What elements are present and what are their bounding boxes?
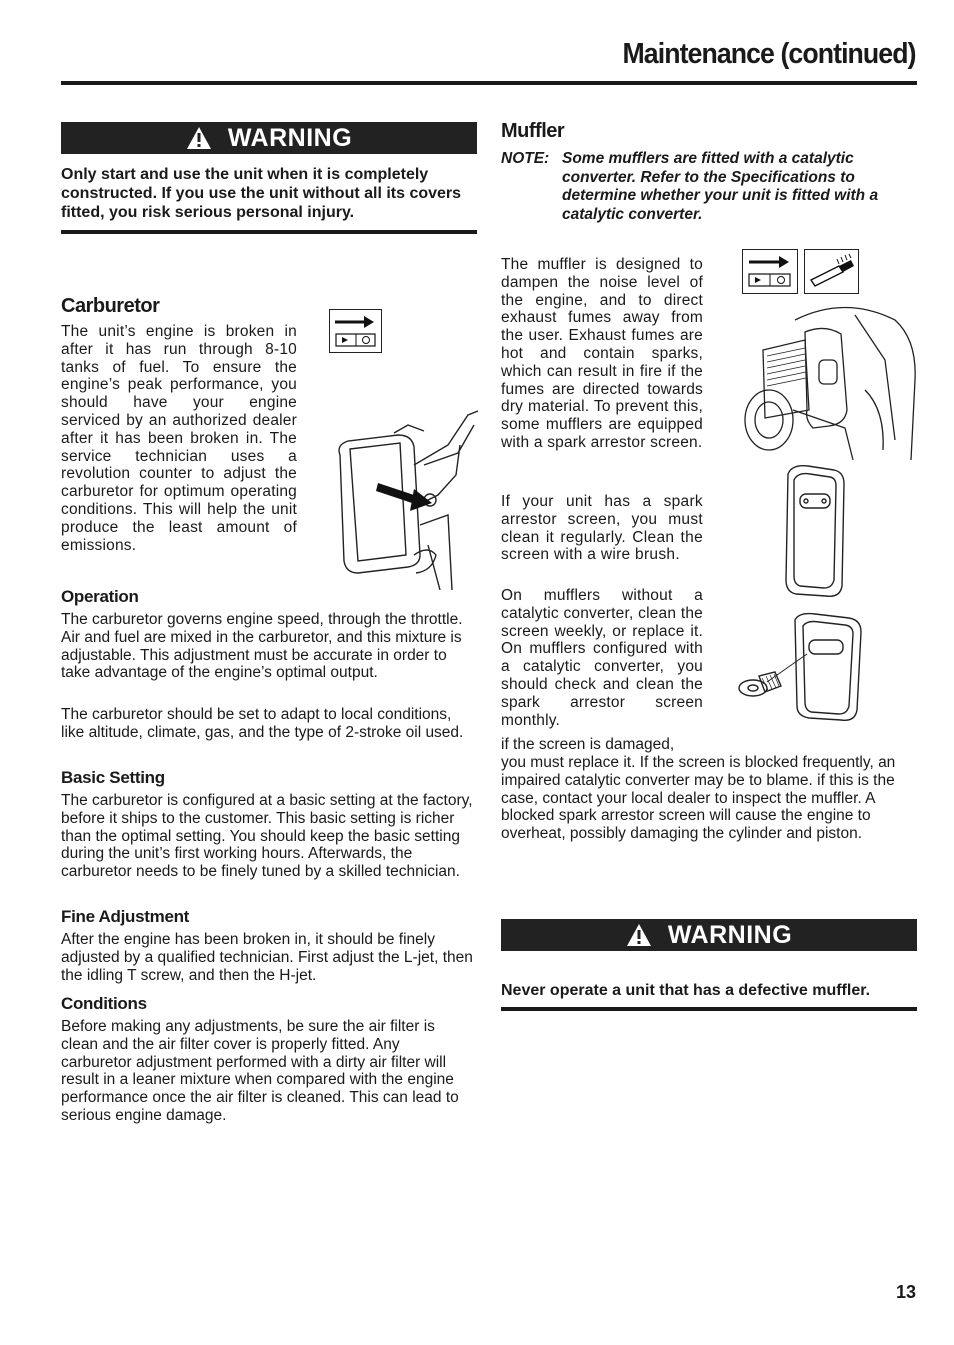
carburetor-illustration-icon: [328, 405, 478, 590]
operation-paragraph-2: The carburetor should be set to adapt to local conditions, like altitude, climate, gas, and the type of 2-stroke oil used.: [61, 706, 464, 741]
warning-label: WARNING: [227, 123, 353, 152]
muffler-illustration-icon: [778, 462, 850, 602]
muffler-paragraph-3: On mufflers without a catalytic converter, clean the screen weekly, or replace it. On mufflers configured with a catalytic converter, you should check and clean the spark arrestor screen monthly.: [501, 587, 703, 729]
service-interval-icon: [742, 249, 798, 294]
conditions-paragraph: Before making any adjustments, be sure the air filter is clean and the air filter cover is properly fitted. Any carburetor adjustment performed with a dirty air filter will result in a leaner mixture when compared with the engine performance once the air filter is cleaned. This can lead to serious engine damage.: [61, 1018, 459, 1124]
warning-rule: [61, 230, 477, 234]
warning-triangle-icon: [186, 126, 212, 150]
warning-box-top: [61, 122, 477, 234]
operation-heading: Operation: [61, 587, 139, 606]
muffler-paragraph-4: you must replace it. If the screen is blocked frequently, an impaired catalytic converter may be to blame. if this is the case, contact your local dealer to inspect the muffler. A blocked spark arrestor screen will cause the engine to overheat, possibly damaging the cylinder and piston.: [501, 754, 896, 843]
carburetor-intro: The unit’s engine is broken in after it has run through 8-10 tanks of fuel. To ensure the engine’s peak performance, you should have your engine serviced by an authorized dealer after it has been broken in. The service technician uses a revolution counter to adjust the carburetor for optimum operating conditions. This will help the unit produce the least amount of emissions.: [61, 323, 297, 554]
warning-box-bottom: [501, 919, 917, 1011]
engine-illustration-icon: [735, 300, 917, 465]
warning-banner: [501, 919, 917, 951]
muffler-paragraph-1: The muffler is designed to dampen the noise level of the engine, and to direct exhaust fumes away from the user. Exhaust fumes are hot and contain sparks, which can result in fire if the fumes are directed towards dry material. To prevent this, some mufflers are equipped with a spark arrestor screen.: [501, 256, 703, 451]
muffler-note: [501, 150, 917, 224]
warning-text: Only start and use the unit when it is completely constructed. If you use the unit without all its covers fitted, you risk serious personal injury.: [61, 166, 462, 221]
warning-text: Never operate a unit that has a defective muffler.: [501, 982, 871, 999]
spark-arrestor-illustration-icon: [735, 610, 875, 725]
carburetor-heading: Carburetor: [61, 295, 160, 317]
basic-setting-paragraph: The carburetor is configured at a basic setting at the factory, before it ships to the customer. This basic setting is richer than the optimal setting. You should keep the basic setting during the unit’s first working hours. Afterwards, the carburetor needs to be finely tuned by a skilled technician.: [61, 792, 473, 881]
warning-banner: [61, 122, 477, 154]
note-label: NOTE:: [501, 150, 550, 167]
page-number: 13: [895, 1282, 916, 1302]
warning-label: WARNING: [667, 920, 793, 949]
fine-adjustment-paragraph: After the engine has been broken in, it should be finely adjusted by a qualified technician. First adjust the L-jet, then the idling T screw, and then the H-jet.: [61, 931, 473, 984]
wire-brush-icon: [804, 249, 859, 294]
basic-setting-heading: Basic Setting: [61, 768, 165, 787]
warning-triangle-icon: [626, 923, 652, 947]
page-title: Maintenance (continued): [622, 38, 916, 70]
muffler-heading: Muffler: [501, 120, 565, 142]
service-interval-icon: [329, 309, 382, 353]
operation-paragraph-1: The carburetor governs engine speed, through the throttle. Air and fuel are mixed in the carburetor, and this mixture is adjustable. This adjustment must be accurate in order to take advantage of the engine’s optimal output.: [61, 611, 463, 682]
muffler-paragraph-2: If your unit has a spark arrestor screen, you must clean it regularly. Clean the screen with a wire brush.: [501, 493, 703, 564]
warning-rule: [501, 1007, 917, 1011]
title-rule: [61, 81, 917, 85]
muffler-paragraph-4-lead: if the screen is damaged,: [501, 736, 675, 753]
fine-adjustment-heading: Fine Adjustment: [61, 907, 190, 926]
conditions-heading: Conditions: [61, 994, 147, 1013]
note-text: Some mufflers are fitted with a catalytic converter. Refer to the Specifications to determine whether your unit is fitted with a catalytic converter.: [562, 150, 879, 223]
